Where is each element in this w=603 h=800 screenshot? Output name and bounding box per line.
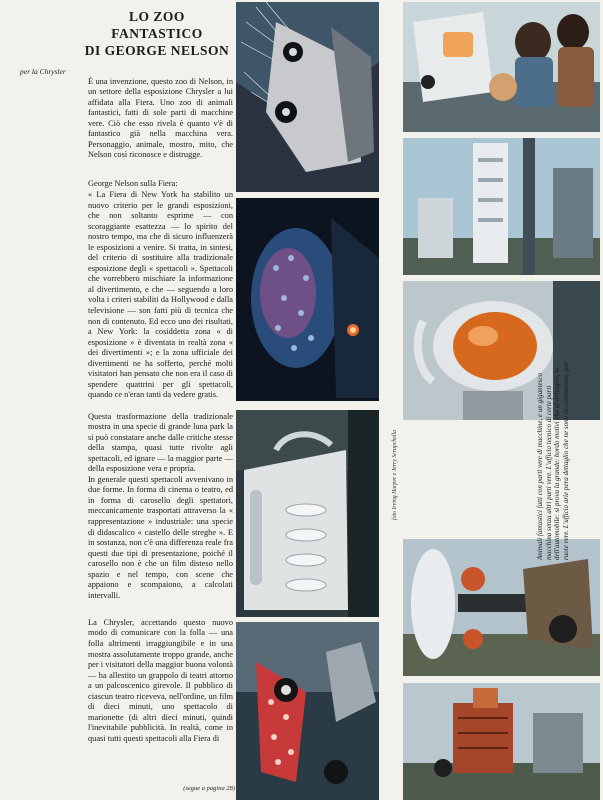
photo-car-creature-top bbox=[236, 2, 379, 192]
article-paragraph-2: Questa trasformazione della tradizionale mostra in una specie di grande luna park la si può constatare anche dalle critiche stesse della stampa, quasi tutte rivolte agli spettacoli, ed ignare — la maggior parte — della esposizione vera e propria. In generale questi spettacoli avvenivano in due forme. In forma di cinema o teatro, ed in forma di carosello degli spettatori, meccanicamente trasportati attraverso la « rappresentazione » industriale: una specie di didascalico « castello delle streghe ». E in sostanza, non c'è una differenza reale fra questi due tipi di presentazione, poiché il carosello non è che un film disteso nello spazio e nel tempo, con scene che appaiono e scompaiono, a calcolati intervalli. bbox=[88, 411, 233, 600]
photo-night-spiky-creature bbox=[236, 198, 379, 401]
photo-car-grille-creature bbox=[236, 410, 379, 617]
article-body bbox=[88, 66, 233, 755]
photo-orange-headlight-creature bbox=[403, 281, 600, 420]
article-title: LO ZOO FANTASTICO DI GEORGE NELSON bbox=[84, 9, 230, 58]
article-lead: È una invenzione, questo zoo di Nelson, in un settore della esposizione Chrysler a lui affidata alla Fiera. Uno zoo di animali fantastici, fatti di sole parti di macchine vere. Ciò che esso rivela è quanto v'è di fantastico già nella macchina vera. Personaggio, animale, mostro, mito, che Nelson così riconosce e distrugge. bbox=[88, 76, 233, 160]
article-sidenote: per la Chrysler bbox=[20, 67, 66, 76]
article-paragraph-1: George Nelson sulla Fiera: « La Fiera di New York ha stabilito un nuovo criterio per le grandi esposizioni, che non soltanto esprime — con scoraggiante esattezza — lo spirito del nostro tempo, ma che di sicuro influenzerà le esposizioni a venire. Si tratta, in sintesi, del criterio di sostituire alla tradizionale esposizione degli « spettacoli ». Spettacoli che vorrebbero mischiare la informazione al divertimento, e che — seguendo a loro volta i criteri stabiliti da Hollywood e dalla televisione — son fatti più di tecnica che non di contenuto. Ed ecco uno dei risultati, a New York: la cosiddetta zona « di esposizione » è diventata in realtà zona « dei divertimenti »; e la zona ufficiale dei divertimenti ne ha sofferto, perché molti visitatori han pensato che non era il caso di spendere quattrini per gli spettacoli, quando ce n'eran tanti da vedere gratis. bbox=[88, 179, 233, 400]
photo-wheel-creature bbox=[403, 539, 600, 676]
photo-tall-tower-creature bbox=[403, 138, 600, 275]
photo-rust-robot-creature bbox=[403, 683, 600, 800]
photo-credit: foto Irving Harper e Jerry Scrupchella bbox=[392, 430, 398, 520]
photo-caption: Animali fantastici fatti con parti vere di macchine, e un gigantesco macchina senza altri parti vere. L'ufficio tecnico di certe parti dell'automobile: si prova la grande: bordo motivi che al dettaglio, le ruote vere. L'ufficio arie pera dettaglio che ne sono la costruzione, per bbox=[536, 361, 570, 560]
photo-visitors-with-creature bbox=[403, 2, 600, 132]
continued-note: (segue a pagina 28) bbox=[183, 785, 235, 792]
article-paragraph-3: La Chrysler, accettando questo nuovo modo di comunicare con la folla — una folla altrimenti irraggiungibile e in una mostra assolutamente troppo grande, anche per i visitatori della maggior buona volontà — ha allestito un grappolo di teatri attorno a un palcoscenico girevole. Il pubblico di ciascun teatro riceveva, nell'ordine, un film di dieci minuti, uno spettacolo di marionette (di altri dieci minuti, quindi l'inevitabile pubblicità. In realtà, come in quasi tutti questi spettacoli alla Fiera di bbox=[88, 617, 233, 743]
photo-red-polka-dot-creature bbox=[236, 622, 379, 800]
